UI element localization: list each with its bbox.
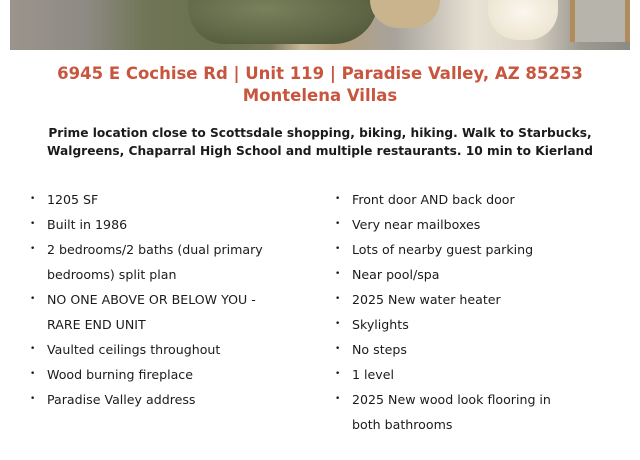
bullet-icon: • (335, 344, 341, 354)
feature-text: 2025 New wood look flooring in (352, 392, 551, 407)
feature-item (335, 337, 605, 362)
cushion-image-detail (370, 0, 440, 28)
bullet-icon: • (335, 394, 341, 404)
chair-image-detail (570, 0, 630, 42)
feature-item (335, 362, 605, 387)
feature-item (335, 312, 605, 337)
lamp-image-detail (488, 0, 558, 40)
feature-item (30, 337, 310, 362)
feature-item (30, 187, 310, 212)
feature-text: NO ONE ABOVE OR BELOW YOU - (47, 292, 256, 307)
feature-text: Skylights (352, 317, 409, 332)
feature-item (30, 237, 310, 287)
feature-text: RARE END UNIT (47, 317, 146, 332)
features-list-right (335, 187, 605, 437)
feature-item (30, 362, 310, 387)
bullet-icon: • (30, 294, 36, 304)
feature-text: bedrooms) split plan (47, 267, 177, 282)
feature-item (335, 262, 605, 287)
intro-text-line-2: Walgreens, Chaparral High School and multiple restaurants. 10 min to Kierland (47, 144, 593, 158)
feature-text: both bathrooms (352, 417, 453, 432)
bullet-icon: • (30, 219, 36, 229)
intro-text-line-1: Prime location close to Scottsdale shopping, biking, hiking. Walk to Starbucks, (48, 126, 592, 140)
feature-item (335, 187, 605, 212)
feature-text: Lots of nearby guest parking (352, 242, 534, 257)
feature-text: Wood burning fireplace (47, 367, 193, 382)
feature-text: Very near mailboxes (352, 217, 481, 232)
bullet-icon: • (335, 269, 341, 279)
bullet-icon: • (30, 344, 36, 354)
feature-text: Built in 1986 (47, 217, 128, 232)
feature-text: No steps (352, 342, 407, 357)
feature-text: 2 bedrooms/2 baths (dual primary (47, 242, 263, 257)
feature-item (335, 212, 605, 237)
bullet-icon: • (30, 369, 36, 379)
feature-item (335, 287, 605, 312)
bullet-icon: • (30, 244, 36, 254)
feature-text: Vaulted ceilings throughout (47, 342, 221, 357)
feature-text: 2025 New water heater (352, 292, 501, 307)
features-list-left (30, 187, 310, 412)
interior-photo (10, 0, 630, 50)
bullet-icon: • (335, 219, 341, 229)
feature-item (30, 387, 310, 412)
feature-item (335, 387, 605, 437)
bullet-icon: • (335, 244, 341, 254)
feature-text: 1 level (352, 367, 394, 382)
bullet-icon: • (335, 369, 341, 379)
sofa-image-detail (188, 0, 378, 44)
bullet-icon: • (30, 194, 36, 204)
community-name: Montelena Villas (242, 86, 398, 105)
feature-item (30, 212, 310, 237)
feature-item (335, 237, 605, 262)
feature-text: Near pool/spa (352, 267, 440, 282)
bullet-icon: • (30, 394, 36, 404)
property-address: 6945 E Cochise Rd | Unit 119 | Paradise Valley, AZ 85253 (57, 64, 583, 83)
feature-item (30, 287, 310, 337)
bullet-icon: • (335, 294, 341, 304)
bullet-icon: • (335, 194, 341, 204)
bullet-icon: • (335, 319, 341, 329)
feature-text: Paradise Valley address (47, 392, 196, 407)
feature-text: 1205 SF (47, 192, 99, 207)
feature-text: Front door AND back door (352, 192, 515, 207)
